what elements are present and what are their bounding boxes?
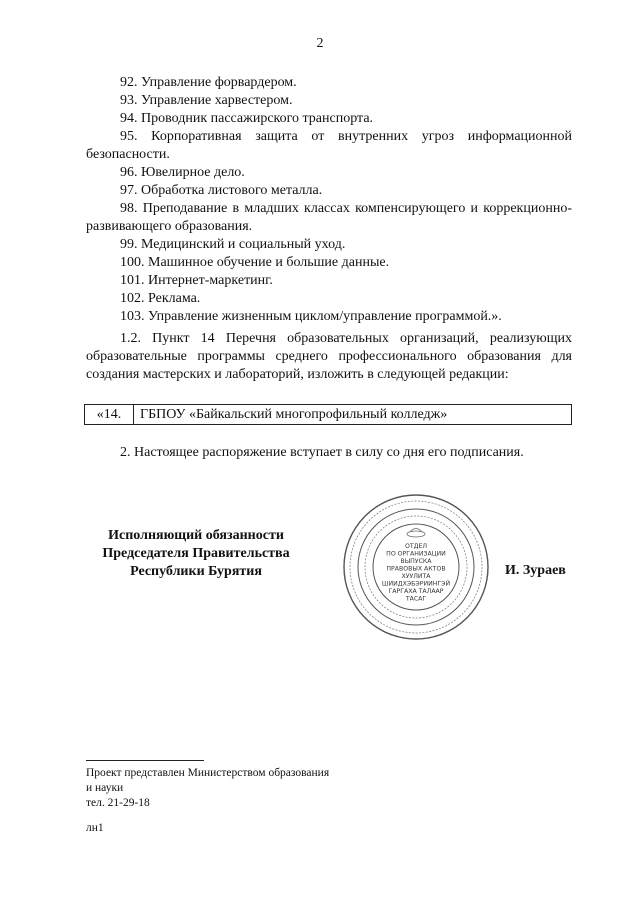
seal-inner-text: ШИИДХЭБЭРИИНГЭЙ: [381, 580, 451, 588]
official-seal: [341, 492, 491, 642]
seal-emblem: [407, 529, 425, 538]
footnote-phone: тел. 21-29-18: [86, 797, 150, 809]
table-row: [85, 405, 572, 425]
profession-list: [86, 74, 572, 326]
footnote-line: и науки: [86, 782, 124, 794]
seal-inner-text: ПРАВОВЫХ АКТОВ: [386, 565, 446, 573]
list-item: 93. Управление харвестером.: [120, 93, 293, 108]
list-item: 102. Реклама.: [120, 291, 201, 306]
seal-inner-text: ХУУЛИТА: [401, 573, 431, 580]
list-item: 96. Ювелирное дело.: [120, 165, 245, 180]
organization-table: [84, 404, 572, 425]
list-item: 97. Обработка листового металла.: [120, 183, 323, 198]
seal-inner-text: ГАРГАХА ТАЛААР: [388, 588, 444, 595]
list-item: 101. Интернет-маркетинг.: [120, 273, 273, 288]
document-code: лн1: [86, 822, 104, 834]
list-item: 92. Управление форвардером.: [120, 75, 297, 90]
list-item: 94. Проводник пассажирского транспорта.: [120, 111, 374, 126]
signatory-block: [86, 527, 306, 581]
table-cell-organization: ГБПОУ «Байкальский многопрофильный колледж»: [134, 405, 572, 425]
signatory-title-line: Председателя Правительства: [102, 546, 290, 561]
signatory-title-line: Республики Бурятия: [130, 564, 262, 579]
seal-inner-text: ВЫПУСКА: [400, 558, 432, 565]
seal-inner-text: ОТДЕЛ: [404, 543, 428, 550]
clause-paragraph: 1.2. Пункт 14 Перечня образовательных организаций, реализующих образовательные программы среднего профессионального образования для создания мастерских и лабораторий, изложить в следующей редакции:: [86, 331, 572, 382]
list-item: 95. Корпоративная защита от внутренних угроз информационной безопасности.: [86, 129, 572, 162]
footnote-divider: [86, 760, 204, 761]
page-number: 2: [316, 36, 324, 51]
list-item: 99. Медицинский и социальный уход.: [120, 237, 346, 252]
seal-inner-text: ТАСАГ: [405, 595, 427, 603]
signer-name: И. Зураев: [505, 563, 566, 578]
list-item: 103. Управление жизненным циклом/управление программой.».: [120, 309, 502, 324]
list-item: 100. Машинное обучение и большие данные.: [120, 255, 390, 270]
footnote-line: Проект представлен Министерством образования: [86, 767, 330, 779]
seal-inner-text: ПО ОРГАНИЗАЦИИ: [386, 550, 446, 558]
effect-paragraph: 2. Настоящее распоряжение вступает в силу со дня его подписания.: [120, 445, 524, 460]
table-cell-number: «14.: [85, 405, 134, 425]
footnote: [86, 766, 386, 811]
list-item: 98. Преподавание в младших классах компенсирующего и коррекционно-развивающего образования.: [86, 201, 572, 234]
signatory-title-line: Исполняющий обязанности: [108, 528, 284, 543]
